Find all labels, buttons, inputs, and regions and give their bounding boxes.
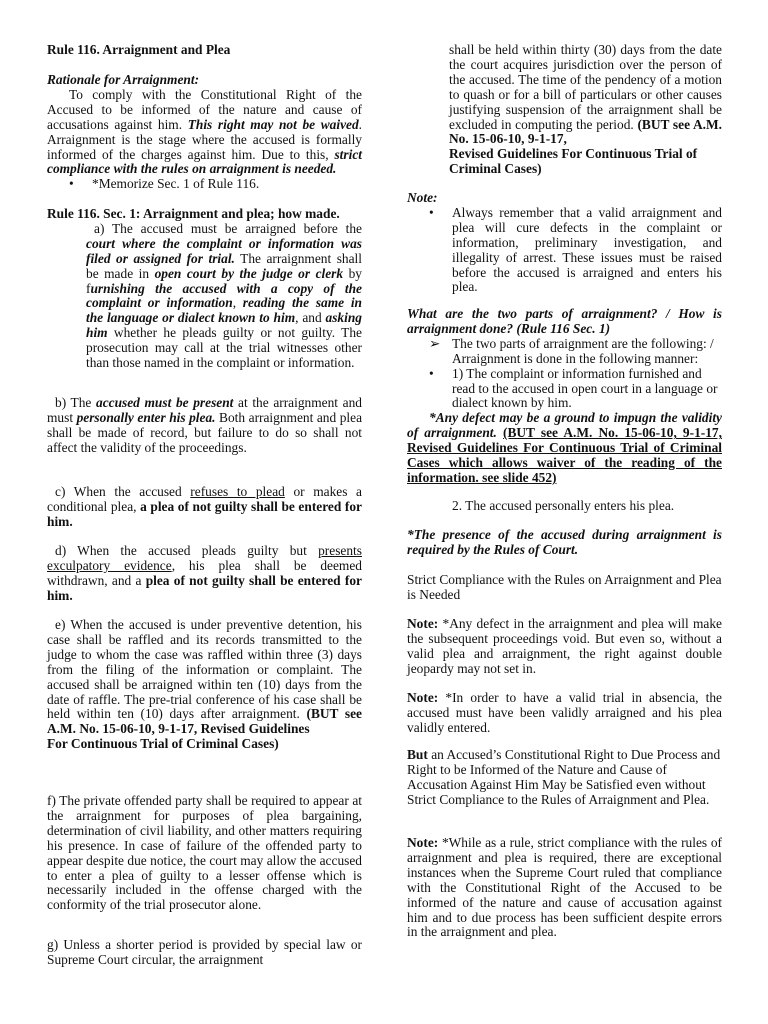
- item-2: 2. The accused personally enters his plea.: [452, 498, 675, 513]
- item-f: f) The private offended party shall be required to appear at the arraignment for purposes of plea bargaining, determination of civil liability, and other matters requiring his presence. In case of failure of the offended party to appear despite due notice, the court may allow the accused to enter a plea of guilty to a lesser offense which is necessarily included in the offense charged with the conformity of the trial prosecutor alone.: [47, 793, 362, 913]
- question-section: [407, 307, 722, 486]
- item-d: d) When the accused pleads guilty but presents exculpatory evidence, his plea shall be deemed withdrawn, and a plea of not guilty shall be entered for him.: [47, 543, 362, 603]
- bullet-icon: •: [429, 204, 434, 220]
- item-1: • 1) The complaint or information furnished and read to the accused in open court in a language or dialect known by him.: [429, 365, 718, 411]
- defect-paragraph: *Any defect may be a ground to impugn the validity of arraignment. (BUT see A.M. No. 15-06-10, 9-1-17, Revised Guidelines For Continuous Trial of Criminal Cases which allows waiver of the reading of the information. see slide 452): [407, 410, 722, 485]
- note-void: Note: *Any defect in the arraignment and plea will make the subsequent proceedings void. But even so, without a valid plea and arraignment, the right against double jeopardy may not set in.: [407, 616, 722, 676]
- bullet-icon: •: [69, 176, 74, 192]
- sec1-heading: Rule 116. Sec. 1: Arraignment and plea; how made.: [47, 206, 340, 221]
- rationale-section: [47, 73, 362, 192]
- item-e: e) When the accused is under preventive detention, his case shall be raffled and its records transmitted to the judge to whom the case was raffled within three (3) days from the filing of the information or complaint. The accused shall be arraigned within ten (10) days from the date of raffle. The pre-trial conference of his case shall be held within ten (10) days after arraignment. (BUT see A.M. No. 15-06-10, 9-1-17, Revised Guidelines For Continuous Trial of Criminal Cases): [47, 617, 362, 752]
- item-g-continued: shall be held within thirty (30) days from the date the court acquires jurisdiction over the person of the accused. The time of the pendency of a motion to quash or for a bill of particulars or other causes justifying suspension of the arraignment shall be excluded in computing the period. (BUT see A.M. No. 15-06-10, 9-1-17, Revised Guidelines For Continuous Trial of Criminal Cases): [449, 42, 722, 177]
- note-heading: Note:: [407, 190, 438, 205]
- sec1-section: [47, 207, 362, 371]
- rationale-paragraph: To comply with the Constitutional Right of the Accused to be informed of the nature and cause of accusations against him. This right may not be waived. Arraignment is the stage where the accused is formally informed of the charges against him. Due to this, strict compliance with the rules on arraignment is needed.: [47, 86, 363, 177]
- arrow-item: ➢ The two parts of arraignment are the following: / Arraignment is done in the following manner:: [429, 335, 714, 366]
- bullet-icon: •: [429, 365, 434, 381]
- presence-paragraph: *The presence of the accused during arraignment is required by the Rules of Court.: [407, 527, 722, 557]
- item-g: g) Unless a shorter period is provided by special law or Supreme Court circular, the arraignment: [47, 937, 362, 967]
- rule-title-text: Rule 116. Arraignment and Plea: [47, 42, 231, 57]
- item-c: c) When the accused refuses to plead or makes a conditional plea, a plea of not guilty shall be entered for him.: [47, 484, 363, 529]
- note-exceptions: Note: *While as a rule, strict compliance with the rules of arraignment and plea is required, there are exceptional instances when the Supreme Court ruled that compliance with the Constitutional Right of the Accused to be informed of the nature and cause of accusation against him and to due process has been sufficient despite errors in the arraignment and plea.: [407, 835, 722, 940]
- note-section: [407, 191, 722, 295]
- but-paragraph: But an Accused’s Constitutional Right to Due Process and Right to be Informed of the Nature and Cause of Accusation Against Him May be Satisfied even without Strict Compliance to the Rules of Arraignment and Plea.: [407, 747, 721, 807]
- item-a: a) The accused must be arraigned before the court where the complaint or information was filed or assigned for trial. The arraignment shall be made in open court by the judge or clerk by furnishing the accused with a copy of the complaint or information, reading the same in the language or dialect known to him, and asking him whether he pleads guilty or not guilty. The prosecution may call at the trial witnesses other than those named in the complaint or information.: [86, 220, 362, 371]
- memorize-bullet: • *Memorize Sec. 1 of Rule 116.: [69, 176, 260, 192]
- rationale-heading: Rationale for Arraignment:: [47, 72, 200, 87]
- note-bullet: • Always remember that a valid arraignment and plea will cure defects in the complaint or information, preliminary investigation, and illegality of arrest. These issues must be raised before the accused is arraigned and enters his plea.: [429, 204, 722, 295]
- rule-title: [47, 43, 362, 58]
- note-absencia: Note: *In order to have a valid trial in absencia, the accused must have been validly arraigned and his plea validly entered.: [407, 690, 722, 735]
- strict-compliance: Strict Compliance with the Rules on Arraignment and Plea is Needed: [407, 572, 722, 602]
- arrow-bullet-icon: ➢: [429, 335, 441, 351]
- item-b: b) The accused must be present at the arraignment and must personally enter his plea. Both arraignment and plea shall be made of record, but failure to do so shall not affect the validity of the proceedings.: [47, 395, 363, 455]
- question-text: What are the two parts of arraignment? / How is arraignment done? (Rule 116 Sec. 1): [407, 306, 722, 336]
